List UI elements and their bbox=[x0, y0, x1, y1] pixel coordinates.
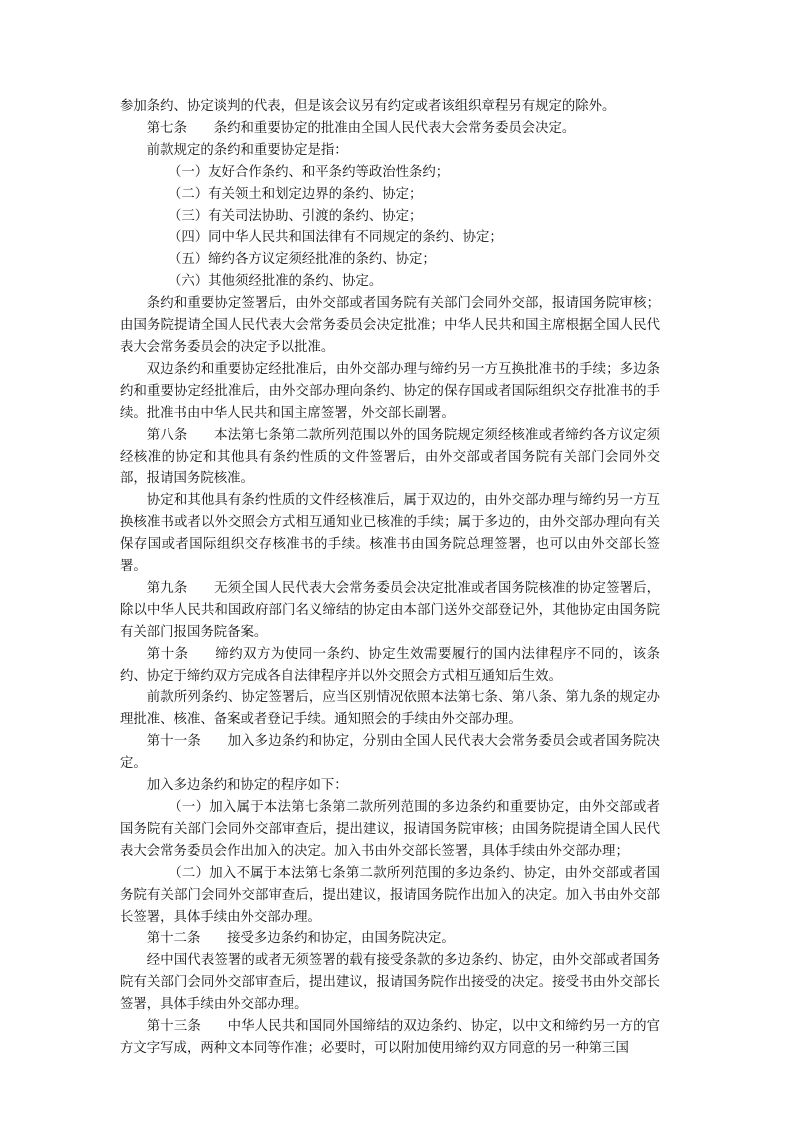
list-item: （五）缔约各方议定须经批准的条约、协定； bbox=[168, 252, 436, 268]
article-text: 缔约双方为使同一条约、协定生效需要履行的国内法律程序不同的，该条约、协定于缔约双方完成各自法律程序并以外交照会方式相互通知后生效。 bbox=[120, 646, 661, 684]
paragraph: 前款所列条约、协定签署后，应当区别情况依照本法第七条、第八条、第九条的规定办理批准、核准、备案或者登记手续。通知照会的手续由外交部办理。 bbox=[120, 690, 660, 728]
article-text: 接受多边条约和协定，由国务院决定。 bbox=[227, 931, 455, 947]
article-12 bbox=[120, 928, 660, 950]
article-7 bbox=[120, 118, 660, 140]
article-text: 中华人民共和国同外国缔结的双边条约、协定，以中文和缔约另一方的官方文字写成，两种文本同等作准；必要时，可以附加使用缔约双方同意的另一种第三国 bbox=[120, 1019, 661, 1056]
paragraph: 经中国代表签署的或者无须签署的载有接受条款的多边条约、协定，由外交部或者国务院有关部门会同外交部审查后，提出建议，报请国务院作出接受的决定。接受书由外交部长签署，具体手续由外交部办理。 bbox=[120, 953, 660, 1013]
article-11 bbox=[120, 731, 660, 775]
paragraph: 条约和重要协定签署后，由外交部或者国务院有关部门会同外交部，报请国务院审核；由国务院提请全国人民代表大会常务委员会决定批准；中华人民共和国主席根据全国人民代表大会常务委员会的决定予以批准。 bbox=[120, 296, 660, 355]
article-title: 第十一条 bbox=[146, 734, 201, 750]
list-item: （三）有关司法协助、引渡的条约、协定； bbox=[168, 208, 423, 224]
list-item: （四）同中华人民共和国法律有不同规定的条约、协定； bbox=[168, 230, 503, 246]
article-10 bbox=[120, 644, 660, 688]
article-text: 本法第七条第二款所列范围以外的国务院规定须经核准或者缔约各方议定须经核准的协定和其他具有条约性质的文件签署后，由外交部或者国务院有关部门会同外交部，报请国务院核准。 bbox=[120, 427, 661, 487]
article-text: 加入多边条约和协定，分别由全国人民代表大会常务委员会或者国务院决定。 bbox=[120, 734, 661, 772]
list-item: （一）加入属于本法第七条第二款所列范围的多边条约和重要协定，由外交部或者国务院有关部门会同外交部审查后，提出建议，报请国务院审核；由国务院提请全国人民代表大会常务委员会作出加入的决定。加入书由外交部长签署，具体手续由外交部办理； bbox=[120, 800, 660, 859]
article-title: 第九条 bbox=[146, 580, 188, 596]
article-text: 条约和重要协定的批准由全国人民代表大会常务委员会决定。 bbox=[213, 120, 576, 136]
article-8 bbox=[120, 425, 660, 491]
article-13 bbox=[120, 1016, 660, 1060]
paragraph: 协定和其他具有条约性质的文件经核准后，属于双边的，由外交部办理与缔约另一方互换核准书或者以外交照会方式相互通知业已核准的手续；属于多边的，由外交部办理向有关保存国或者国际组织交存核准书的手续。核准书由国务院总理签署，也可以由外交部长签署。 bbox=[120, 493, 660, 575]
article-title: 第十条 bbox=[146, 646, 189, 662]
article-title: 第八条 bbox=[146, 427, 188, 443]
article-9 bbox=[120, 578, 660, 644]
paragraph: 前款规定的条约和重要协定是指： bbox=[146, 142, 348, 158]
list-item: （六）其他须经批准的条约、协定。 bbox=[168, 274, 383, 290]
article-title: 第七条 bbox=[146, 120, 187, 136]
article-title: 第十三条 bbox=[146, 1019, 201, 1035]
list-item: （一）友好合作条约、和平条约等政治性条约； bbox=[168, 164, 450, 180]
paragraph: 双边条约和重要协定经批准后，由外交部办理与缔约另一方互换批准书的手续；多边条约和重要协定经批准后，由外交部办理向条约、协定的保存国或者国际组织交存批准书的手续。批准书由中华人民共和国主席签署，外交部长副署。 bbox=[120, 361, 660, 421]
paragraph: 加入多边条约和协定的程序如下： bbox=[146, 778, 348, 794]
article-text: 无须全国人民代表大会常务委员会决定批准或者国务院核准的协定签署后，除以中华人民共和国政府部门名义缔结的协定由本部门送外交部登记外，其他协定由国务院有关部门报国务院备案。 bbox=[120, 580, 661, 640]
list-item: （二）加入不属于本法第七条第二款所列范围的多边条约、协定，由外交部或者国务院有关部门会同外交部审查后，提出建议，报请国务院作出加入的决定。加入书由外交部长签署，具体手续由外交部办理。 bbox=[120, 865, 660, 925]
article-title: 第十二条 bbox=[146, 931, 201, 947]
document-body bbox=[120, 96, 660, 1060]
paragraph: 参加条约、协定谈判的代表，但是该会议另有约定或者该组织章程另有规定的除外。 bbox=[120, 99, 616, 114]
list-item: （二）有关领土和划定边界的条约、协定； bbox=[168, 186, 423, 202]
